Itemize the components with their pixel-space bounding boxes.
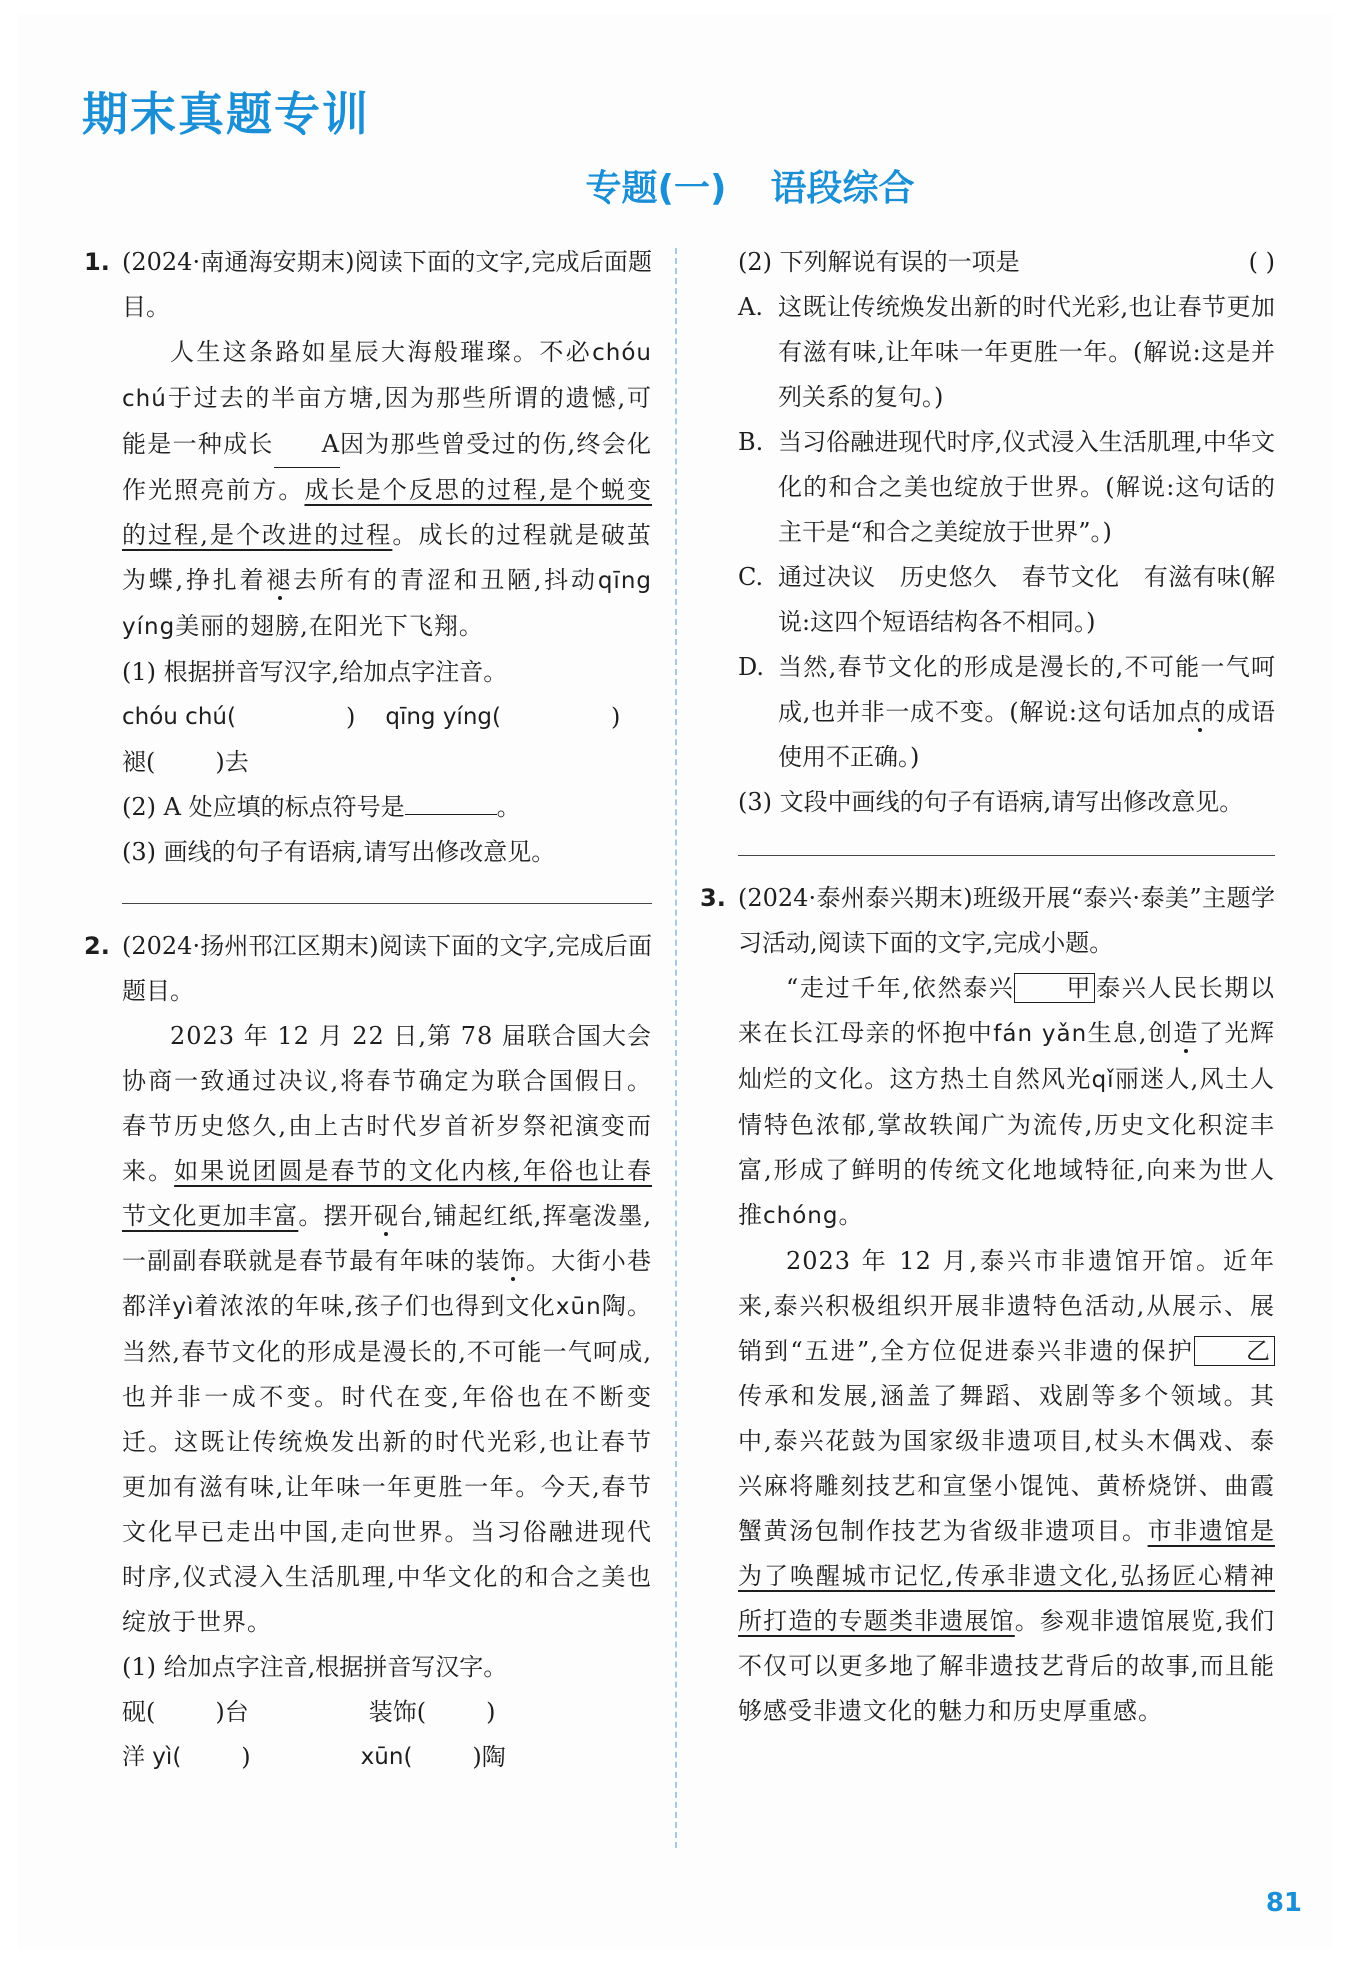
fill-label: ) bbox=[486, 1698, 496, 1726]
right-column bbox=[700, 240, 1275, 1734]
option-text: 通过决议 历史悠久 春节文化 有滋有味(解说:这四个短语结构各不相同。) bbox=[778, 563, 1275, 636]
option-c[interactable] bbox=[738, 555, 1275, 645]
fill-label: ) bbox=[345, 703, 356, 731]
underlined-sentence: 如果说团圆是春节的文化内核,年俗也让春节文化更加丰富 bbox=[122, 1157, 652, 1230]
fill-label: 砚( bbox=[122, 1698, 156, 1726]
box-jia[interactable]: 甲 bbox=[1014, 973, 1095, 1003]
pinyin-text: fán yǎn bbox=[993, 1021, 1088, 1047]
passage-text: 生息,创 bbox=[1087, 1019, 1174, 1047]
topic-label: 专题(一) bbox=[585, 168, 727, 209]
sub-question-1: (1) 给加点字注音,根据拼音写汉字。 bbox=[122, 1653, 508, 1681]
option-letter: B. bbox=[738, 428, 764, 456]
question-source: (2024·扬州邗江区期末)阅读下面的文字,完成后面题目。 bbox=[122, 932, 652, 1005]
question-2-continued bbox=[700, 240, 1275, 856]
fill-label: ) bbox=[241, 1743, 251, 1771]
passage-text: 。大街小巷都洋 bbox=[122, 1247, 652, 1320]
underlined-sentence: 市非遗馆是为了唤醒城市记忆,传承非遗文化,弘扬匠心精神所打造的专题类非遗展馆 bbox=[738, 1517, 1276, 1635]
fill-label: qīng yíng( bbox=[385, 704, 501, 730]
pinyin-text: qǐ bbox=[1091, 1067, 1115, 1093]
fill-label: 洋 yì( bbox=[122, 1744, 182, 1770]
sub-question-text: (2) A 处应填的标点符号是 bbox=[122, 793, 405, 821]
passage-text: 于过去的半亩方塘,因为那些所谓的遗憾,可能是一种成长 bbox=[122, 384, 652, 458]
dotted-idiom: 一气呵成 bbox=[778, 653, 1275, 726]
question-number: 1. bbox=[84, 248, 110, 276]
fill-label: chóu chú( bbox=[122, 704, 236, 730]
sub-question-3: (3) 画线的句子有语病,请写出修改意见。 bbox=[122, 838, 556, 866]
fill-label: ) bbox=[610, 703, 621, 731]
passage-text: 去所有的青涩和丑陋,抖动 bbox=[293, 566, 598, 594]
passage-text: 。成长的过程就是破茧为蝶,挣扎着 bbox=[122, 521, 653, 594]
passage-text: 2023 年 12 月 22 日,第 78 届联合国大会协商一致通过决议,将春节确定为联合国假日。春节历史悠久,由上古时代岁首祈岁祭祀演变而来。 bbox=[122, 1022, 652, 1185]
passage bbox=[738, 1239, 1275, 1734]
fill-label: xūn( bbox=[360, 1744, 413, 1770]
passage-text: 。参观非遗馆展览,我们不仅可以更多地了解非遗技艺背后的故事,而且能够感受非遗文化的魅力和历史厚重感。 bbox=[738, 1607, 1275, 1725]
passage-text: 台,铺起红纸,挥毫泼墨,一副副春联就是春节最有年味的装 bbox=[122, 1202, 653, 1275]
passage-text: 。 bbox=[838, 1201, 864, 1229]
question-3 bbox=[700, 876, 1275, 1734]
topic-name: 语段综合 bbox=[770, 168, 915, 209]
question-2 bbox=[84, 924, 652, 1780]
answer-slot[interactable] bbox=[426, 1690, 486, 1735]
fill-label: 装饰( bbox=[368, 1698, 427, 1726]
underlined-sentence: 成长是个反思的过程,是个蜕变的过程,是个改进的过程 bbox=[122, 476, 652, 549]
dotted-char: 造 bbox=[1173, 1019, 1199, 1047]
sub-question-2 bbox=[122, 785, 652, 830]
answer-slot[interactable] bbox=[501, 695, 611, 740]
answer-slot[interactable] bbox=[181, 1735, 241, 1780]
option-text bbox=[778, 645, 1275, 780]
pinyin-text: chóu chú bbox=[122, 340, 652, 412]
sub-question-3: (3) 文段中画线的句子有语病,请写出修改意见。 bbox=[738, 788, 1244, 816]
passage-text: 了光辉灿烂的文化。这方热土自然风光 bbox=[738, 1019, 1276, 1093]
sub-question-2 bbox=[738, 240, 1275, 285]
passage-text: 陶。当然,春节文化的形成是漫长的,不可能一气呵成,也并非一成不变。时代在变,年俗也在不断变迁。这既让传统焕发出新的时代光彩,也让春节更加有滋有味,让年味一年更胜一年。今天,春节文化早已走出中国,走向世界。当习俗融进现代时序,仪式浸入生活肌理,中华文化的和合之美也绽放于世界。 bbox=[122, 1292, 652, 1636]
dotted-char: 砚 bbox=[373, 1202, 400, 1230]
dotted-char: 饰 bbox=[500, 1247, 526, 1275]
option-letter: C. bbox=[738, 563, 764, 591]
passage-text: 。摆开 bbox=[298, 1202, 374, 1230]
answer-slot[interactable] bbox=[155, 740, 215, 785]
answer-blank[interactable] bbox=[405, 814, 497, 815]
option-letter: D. bbox=[738, 653, 765, 681]
question-number: 3. bbox=[700, 884, 726, 912]
sub-question-text: 。 bbox=[496, 793, 521, 821]
question-number: 2. bbox=[84, 932, 110, 960]
fill-label: )陶 bbox=[472, 1743, 506, 1771]
sub-question-1: (1) 根据拼音写汉字,给加点字注音。 bbox=[122, 658, 508, 686]
section-header-title: 期末真题专训 bbox=[82, 87, 370, 141]
answer-line[interactable] bbox=[738, 855, 1275, 856]
fill-row bbox=[122, 695, 652, 740]
fill-row bbox=[122, 1690, 652, 1735]
passage bbox=[122, 330, 652, 650]
box-yi[interactable]: 乙 bbox=[1194, 1336, 1275, 1366]
question-source: (2024·南通海安期末)阅读下面的文字,完成后面题目。 bbox=[122, 248, 652, 321]
answer-slot[interactable] bbox=[236, 695, 346, 740]
passage bbox=[738, 966, 1275, 1239]
fill-label: 褪( bbox=[122, 748, 156, 776]
answer-slot[interactable] bbox=[155, 1690, 215, 1735]
option-letter: A. bbox=[738, 293, 763, 321]
passage-text: 2023 年 12 月,泰兴市非遗馆开馆。近年来,泰兴积极组织开展非遗特色活动,从展示、展销到“五进”,全方位促进泰兴非遗的保护 bbox=[738, 1247, 1275, 1365]
fill-label: )台 bbox=[215, 1698, 249, 1726]
passage-text: 丽迷人,风土人情特色浓郁,掌故轶闻广为流传,历史文化积淀丰富,形成了鲜明的传统文化地域特征,向来为世人推 bbox=[738, 1065, 1275, 1229]
passage-text: 传承和发展,涵盖了舞蹈、戏剧等多个领域。其中,泰兴花鼓为国家级非遗项目,杖头木偶戏、泰兴麻将雕刻技艺和宣堡小馄饨、黄桥烧饼、曲霞蟹黄汤包制作技艺为省级非遗项目。 bbox=[738, 1382, 1275, 1545]
option-text-part: 当然,春节文化的形成是漫长的,不可能 bbox=[778, 653, 1201, 681]
passage-text: 着浓浓的年味,孩子们也得到文化 bbox=[194, 1292, 556, 1320]
pinyin-text: yì bbox=[172, 1294, 195, 1320]
fill-label: )去 bbox=[215, 748, 249, 776]
option-text: 当习俗融进现代时序,仪式浸入生活肌理,中华文化的和合之美也绽放于世界。(解说:这句话的主干是“和合之美绽放于世界”。) bbox=[778, 428, 1275, 546]
blank-a[interactable]: A bbox=[274, 422, 340, 468]
page-number: 81 bbox=[1265, 1888, 1302, 1918]
option-a[interactable] bbox=[738, 285, 1275, 420]
fill-row bbox=[122, 740, 652, 785]
question-1 bbox=[84, 240, 652, 904]
option-d[interactable] bbox=[738, 645, 1275, 780]
pinyin-text: chóng bbox=[763, 1203, 839, 1229]
left-column bbox=[84, 240, 652, 1780]
pinyin-text: xūn bbox=[555, 1294, 602, 1320]
passage-text: 美丽的翅膀,在阳光下飞翔。 bbox=[175, 612, 484, 640]
answer-paren[interactable]: ( ) bbox=[1248, 248, 1275, 276]
answer-slot[interactable] bbox=[412, 1735, 472, 1780]
dotted-char: 褪 bbox=[266, 566, 293, 594]
option-text: 这既让传统焕发出新的时代光彩,也让春节更加有滋有味,让年味一年更胜一年。(解说:这是并列关系的复句。) bbox=[778, 293, 1275, 411]
passage-text: 泰兴人民长期以来在长江母亲的怀抱中 bbox=[738, 974, 1276, 1047]
passage-text: 因为那些曾受过的伤,终会化作光照亮前方。 bbox=[122, 430, 652, 504]
pinyin-text: qīng yíng bbox=[122, 568, 652, 640]
fill-row bbox=[122, 1735, 652, 1780]
topic-title bbox=[0, 160, 1350, 211]
option-b[interactable] bbox=[738, 420, 1275, 555]
passage-text: “走过千年,依然泰兴 bbox=[786, 974, 1015, 1002]
sub-question-text: (2) 下列解说有误的一项是 bbox=[738, 248, 1020, 276]
passage-text: 人生这条路如星辰大海般璀璨。不必 bbox=[170, 338, 593, 366]
question-source: (2024·泰州泰兴期末)班级开展“泰兴·泰美”主题学习活动,阅读下面的文字,完成小题。 bbox=[738, 884, 1275, 957]
option-text-part: ,也并非一成不变。(解说:这句话加点的成语使用不正确。) bbox=[778, 698, 1276, 771]
answer-line[interactable] bbox=[122, 903, 652, 904]
column-divider bbox=[675, 248, 677, 1848]
passage bbox=[122, 1014, 652, 1645]
